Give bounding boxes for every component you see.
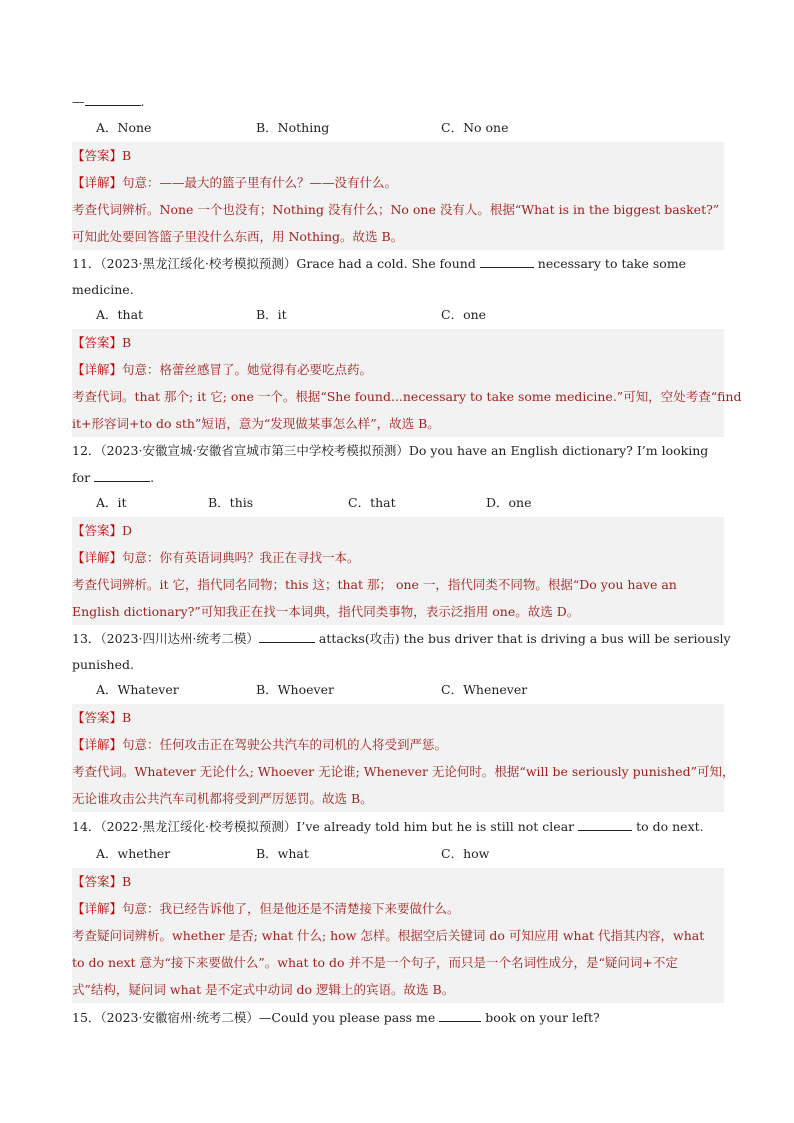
q14-detail-row-3: to do next 意为“接下来要做什么”。what to do 并不是一个句子，而只是一个名词性成分，是“疑问词+不定 (72, 955, 678, 970)
q10-stem-tail: — . (72, 94, 145, 109)
q12-detail-row-3: English dictionary?”可知我正在找一本词典，指代同类事物，表示泛指用 one。故选 D。 (72, 604, 580, 619)
q14-answer-row (72, 868, 724, 895)
answer-tag: 【答案】 (72, 335, 123, 350)
q14-option-a: A．whether (96, 846, 171, 861)
answer-blank (85, 93, 141, 106)
answer-blank (439, 1009, 481, 1022)
stem-text: necessary to take some (537, 256, 687, 271)
q12-option-a: A．it (96, 495, 127, 510)
q11-option-a: A．that (96, 307, 144, 322)
answer-blank (480, 255, 534, 268)
q12-stem-line-2 (72, 469, 727, 487)
answer-blank (259, 630, 315, 643)
q13-answer-row (72, 704, 724, 731)
detail-tag: 【详解】 (72, 175, 123, 190)
detail-tag: 【详解】 (72, 362, 123, 377)
q13-detail-row-3: 无论谁攻击公共汽车司机都将受到严厉惩罚。故选 B。 (72, 791, 373, 806)
q14-detail-row-2: 考查疑问词辨析。whether 是否; what 什么; how 怎样。根据空后关键词 do 可知应用 what 代指其内容，what (72, 928, 705, 943)
detail-tag: 【详解】 (72, 901, 123, 916)
q12-stem-line-1: 12．（2023·安徽宣城·安徽省宣城市第三中学校考模拟预测）Do you have an English dictionary? I’m looking (72, 443, 709, 458)
q11-detail-row-2: 考查代词。that 那个; it 它; one 一个。根据“She found...necessary to take some medicine.”可知，空处考查“find (72, 389, 742, 404)
q13-option-b: B．Whoever (256, 682, 334, 697)
q10-option-a: A．None (96, 120, 152, 135)
q10-option-c: C．No one (441, 120, 509, 135)
q13-option-a: A．Whatever (96, 682, 179, 697)
dash: — (72, 94, 85, 109)
q11-options (96, 306, 726, 324)
q12-option-c: C．that (348, 495, 396, 510)
q14-stem-line-1 (72, 818, 727, 836)
q11-answer-block (72, 329, 742, 437)
q12-answer-block (72, 517, 724, 625)
q12-detail-row-2: 考查代词辨析。it 它，指代同名同物；this 这；that 那； one 一，指代同类不同物。根据“Do you have an (72, 577, 677, 592)
answer-tag: 【答案】 (72, 710, 123, 725)
detail-text: 句意：格蕾丝感冒了。她觉得有必要吃点药。 (122, 362, 373, 377)
detail-text: 句意：任何攻击正在驾驶公共汽车的司机的人将受到严惩。 (122, 737, 448, 752)
q10-answer-block (72, 142, 724, 250)
detail-text: 句意：我已经告诉他了，但是他还是不清楚接下来要做什么。 (122, 901, 460, 916)
stem-text: book on your left? (485, 1010, 600, 1025)
q10-answer-row (72, 142, 724, 169)
q11-stem-line-2: medicine. (72, 282, 134, 297)
stem-text: 11．（2023·黑龙江绥化·校考模拟预测）Grace had a cold. She found (72, 256, 476, 271)
detail-text: 句意：你有英语词典吗？我正在寻找一本。 (122, 550, 360, 565)
q13-stem-line-2: punished. (72, 657, 134, 672)
q12-options (96, 494, 726, 512)
q13-stem-line-1 (72, 630, 731, 648)
answer-value: B (122, 335, 132, 350)
q10-detail-row-1 (72, 169, 724, 196)
q11-detail-row-1 (72, 356, 724, 383)
q11-option-c: C．one (441, 307, 487, 322)
q13-detail-row-2: 考查代词。Whatever 无论什么; Whoever 无论谁; Whenever 无论何时。根据“will be seriously punished”可知， (72, 764, 735, 779)
q14-options (96, 845, 726, 863)
detail-tag: 【详解】 (72, 550, 123, 565)
q12-detail-row-1 (72, 544, 724, 571)
answer-tag: 【答案】 (72, 874, 123, 889)
q13-options (96, 681, 726, 699)
answer-value: B (122, 148, 132, 163)
q15-stem-line-1 (72, 1009, 727, 1027)
detail-tag: 【详解】 (72, 737, 123, 752)
q14-option-c: C．how (441, 846, 490, 861)
q10-detail-row-3: 可知此处要回答篮子里没什么东西，用 Nothing。故选 B。 (72, 229, 404, 244)
q11-stem-line-1 (72, 255, 727, 273)
q11-detail-row-3: it+形容词+to do sth”短语，意为“发现做某事怎么样”，故选 B。 (72, 416, 440, 431)
answer-value: D (122, 523, 133, 538)
stem-text: to do next. (636, 819, 704, 834)
q13-option-c: C．Whenever (441, 682, 528, 697)
q12-option-d: D．one (486, 495, 532, 510)
stem-text: . (150, 470, 155, 485)
q14-detail-row-4: 式”结构，疑问词 what 是不定式中动词 do 逻辑上的宾语。故选 B。 (72, 982, 455, 997)
answer-blank (578, 818, 632, 831)
q11-option-b: B．it (256, 307, 287, 322)
q10-option-b: B．Nothing (256, 120, 330, 135)
stem-text: 14．（2022·黑龙江绥化·校考模拟预测）I’ve already told him but he is still not clear (72, 819, 575, 834)
q10-options (96, 119, 726, 137)
q14-detail-row-1 (72, 895, 724, 922)
q12-answer-row (72, 517, 724, 544)
q11-answer-row (72, 329, 724, 356)
answer-value: B (122, 710, 132, 725)
q12-option-b: B．this (208, 495, 254, 510)
q14-option-b: B．what (256, 846, 309, 861)
q13-answer-block (72, 704, 735, 812)
answer-tag: 【答案】 (72, 148, 123, 163)
stem-text: 15．（2023·安徽宿州·统考二模）—Could you please pass me (72, 1010, 436, 1025)
q13-detail-row-1 (72, 731, 724, 758)
stem-text: 13．（2023·四川达州·统考二模） (72, 631, 259, 646)
answer-blank (94, 469, 150, 482)
answer-tag: 【答案】 (72, 523, 123, 538)
q14-answer-block (72, 868, 724, 1003)
stem-text: attacks(攻击) the bus driver that is driving a bus will be seriously (318, 631, 731, 646)
answer-value: B (122, 874, 132, 889)
q10-detail-row-2: 考查代词辨析。None 一个也没有；Nothing 没有什么；No one 没有人。根据“What is in the biggest basket?” (72, 202, 720, 217)
detail-text: 句意：——最大的篮子里有什么？——没有什么。 (122, 175, 398, 190)
stem-text: for (72, 470, 91, 485)
